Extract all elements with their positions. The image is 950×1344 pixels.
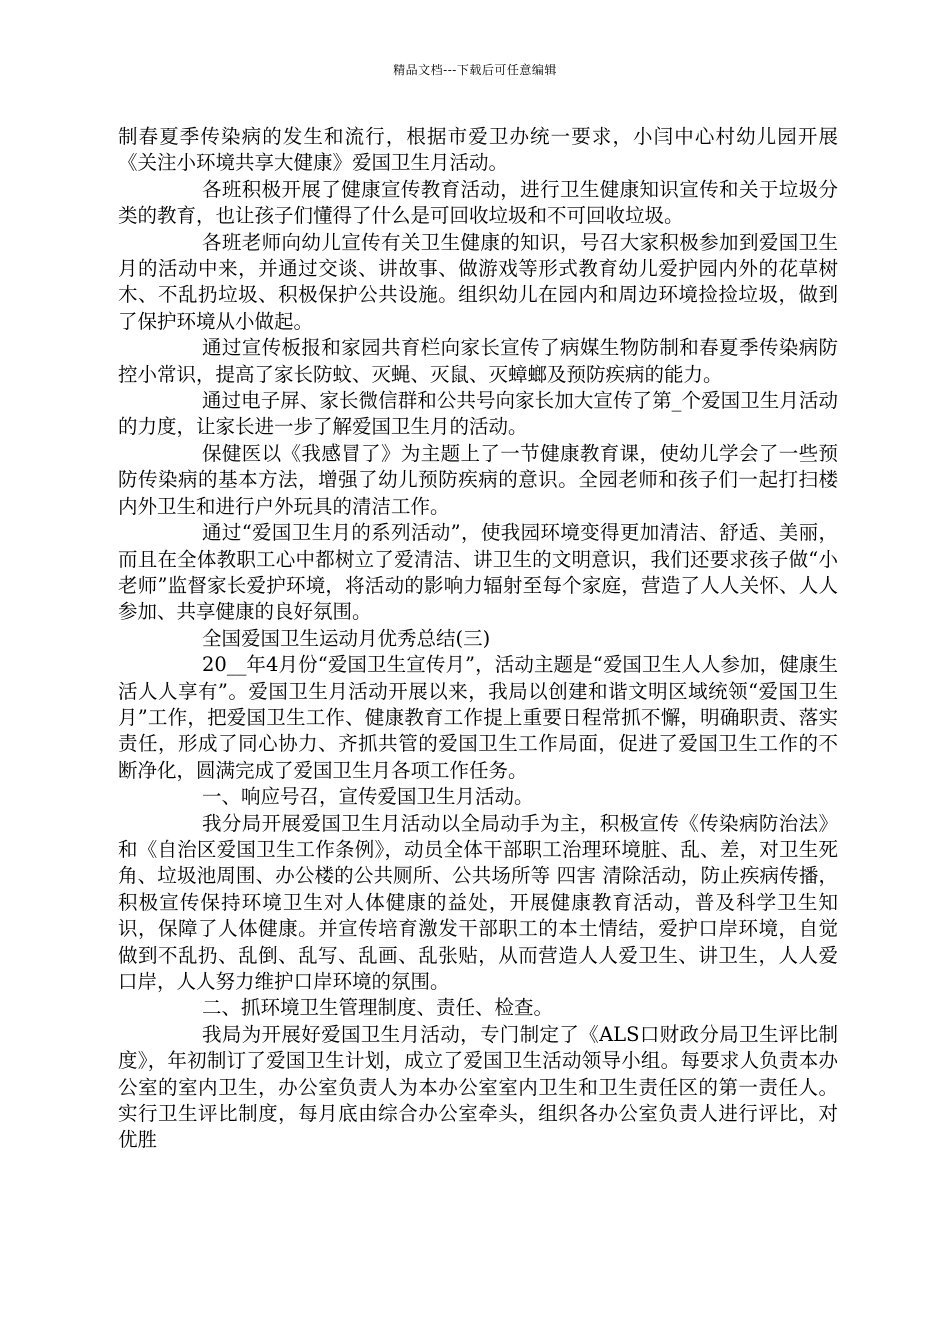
paragraph-april-campaign: 20__年4月份“爱国卫生宣传月”，活动主题是“爱国卫生人人参加，健康生活人人享有”。爱国卫生月活动开展以来，我局以创建和谐文明区域统领“爱国卫生月”工作，把爱国卫生工作、健康教育工作提上重要日程常抓不懈，明确职责、落实责任，形成了同心协力、齐抓共管的爱国卫生工作局面，促进了爱国卫生工作的不断净化，圆满完成了爱国卫生月各项工作任务。 — [118, 653, 838, 782]
paragraph-bureau-activity: 我分局开展爱国卫生月活动以全局动手为主，积极宣传《传染病防治法》和《自治区爱国卫生工作条例》，动员全体干部职工治理环境脏、乱、差，对卫生死角、垃圾池周围、办公楼的公共厕所、公共场所等 四害 清除活动，防止疾病传播，积极宣传保持环境卫生对人体健康的益处，开展健康教育活动，普及科学卫生知识，保障了人体健康。并宣传培育激发干部职工的本土情结，爱护口岸环境，自觉做到不乱扔、乱倒、乱写、乱画、乱张贴，从而营造人人爱卫生、讲卫生，人人爱口岸，人人努力维护口岸环境的氛围。 — [118, 811, 838, 993]
paragraph-evaluation-system: 我局为开展好爱国卫生月活动，专门制定了《ALS口财政分局卫生评比制度》，年初制订了爱国卫生计划，成立了爱国卫生活动领导小组。每要求人负责本办公室的室内卫生，办公室负责人为本办公室室内卫生和卫生责任区的第一责任人。实行卫生评比制度，每月底由综合办公室牵头，组织各办公室负责人进行评比，对优胜 — [118, 1022, 838, 1152]
paragraph-health-class: 保健医以《我感冒了》为主题上了一节健康教育课，使幼儿学会了一些预防传染病的基本方法，增强了幼儿预防疾病的意识。全园老师和孩子们一起打扫楼内外卫生和进行户外玩具的清洁工作。 — [118, 441, 838, 518]
paragraph-continuation: 制春夏季传染病的发生和流行，根据市爱卫办统一要求，小闫中心村幼儿园开展《关注小环境共享大健康》爱国卫生月活动。 — [118, 125, 838, 175]
page-header: 精品文档---下载后可任意编辑 — [393, 63, 557, 77]
paragraph-teachers-promotion: 各班老师向幼儿宣传有关卫生健康的知识，号召大家积极参加到爱国卫生月的活动中来，并通过交谈、讲故事、做游戏等形式教育幼儿爱护园内外的花草树木、不乱扔垃圾、积极保护公共设施。组织幼儿在园内和周边环境捡捡垃圾，做到了保护环境从小做起。 — [118, 230, 838, 333]
heading-respond-call: 一、响应号召，宣传爱国卫生月活动。 — [202, 785, 534, 809]
paragraph-health-education: 各班积极开展了健康宣传教育活动，进行卫生健康知识宣传和关于垃圾分类的教育，也让孩子们懂得了什么是可回收垃圾和不可回收垃圾。 — [118, 177, 838, 228]
paragraph-activity-summary: 通过“爱国卫生月的系列活动”，使我园环境变得更加清洁、舒适、美丽，而且在全体教职工心中都树立了爱清洁、讲卫生的文明意识，我们还要求孩子做“小老师”监督家长爱护环境，将活动的影响力辐射至每个家庭，营造了人人关怀、人人参加、共享健康的良好氛围。 — [118, 521, 838, 624]
section-title: 全国爱国卫生运动月优秀总结(三) — [202, 626, 491, 650]
paragraph-electronic-screen: 通过电子屏、家长微信群和公共号向家长加大宣传了第_个爱国卫生月活动的力度，让家长进一步了解爱国卫生月的活动。 — [118, 389, 838, 439]
paragraph-parents-bulletin: 通过宣传板报和家园共育栏向家长宣传了病媒生物防制和春夏季传染病防控小常识，提高了家长防蚊、灭蝇、灭鼠、灭蟑螂及预防疾病的能力。 — [118, 336, 838, 386]
heading-management-system: 二、抓环境卫生管理制度、责任、检查。 — [202, 996, 554, 1020]
document-body — [118, 124, 838, 1154]
